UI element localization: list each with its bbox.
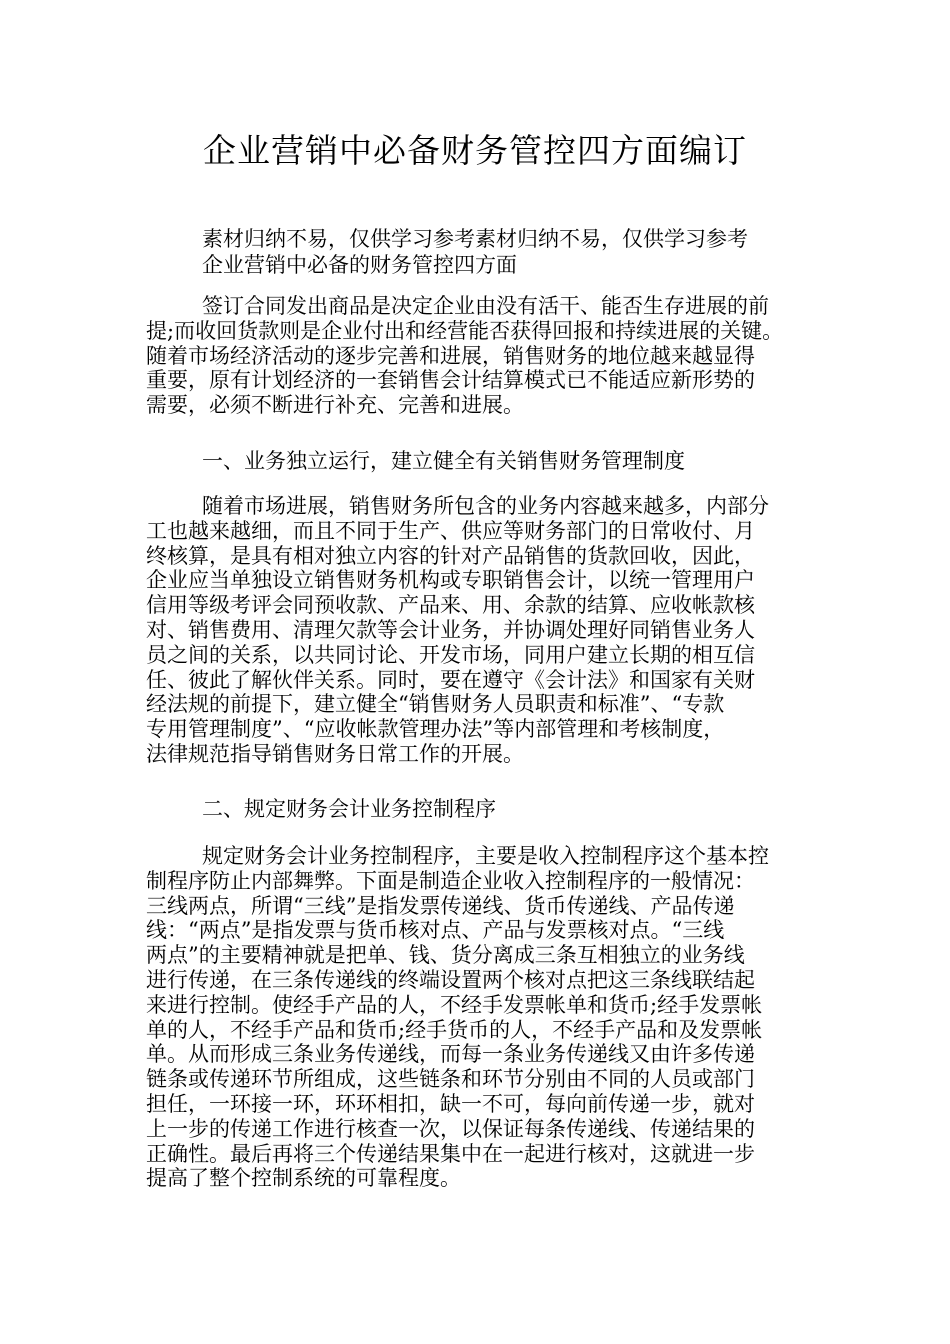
paragraph-line: 随着市场进展，销售财务所包含的业务内容越来越多，内部分 [202, 494, 769, 518]
paragraph-line: 制程序防止内部舞弊。下面是制造企业收入控制程序的一般情况： [146, 868, 755, 893]
paragraph-line: 三线两点，所谓“三线”是指发票传递线、货币传递线、产品传递 [146, 893, 735, 918]
paragraph-line: 担任，一环接一环，环环相扣，缺一不可，每向前传递一步，就对 [146, 1091, 755, 1116]
paragraph-line: 规定财务会计业务控制程序，主要是收入控制程序这个基本控 [202, 844, 769, 868]
paragraph-line: 来进行控制。使经手产品的人，不经手发票帐单和货币;经手发票帐 [146, 992, 763, 1017]
paragraph-line: 单。从而形成三条业务传递线，而每一条业务传递线又由许多传递 [146, 1042, 755, 1067]
paragraph-line: 重要，原有计划经济的一套销售会计结算模式已不能适应新形势的 [146, 368, 755, 393]
source-note [202, 226, 822, 278]
paragraph-line: 进行传递，在三条传递线的终端设置两个核对点把这三条线联结起 [146, 967, 755, 992]
paragraph-line: 专用管理制度”、“应收帐款管理办法”等内部管理和考核制度， [146, 717, 725, 742]
paragraph-line: 任、彼此了解伙伴关系。同时，要在遵守《会计法》和国家有关财 [146, 667, 755, 692]
paragraph-line: 经法规的前提下，建立健全“销售财务人员职责和标准”、“专款 [146, 692, 725, 717]
paragraph-section-1 [146, 494, 810, 767]
paragraph-intro [146, 294, 810, 418]
paragraph-line: 工也越来越细，而且不同于生产、供应等财务部门的日常收付、月 [146, 518, 755, 543]
paragraph-line: 两点”的主要精神就是把单、钱、货分离成三条互相独立的业务线 [146, 943, 745, 968]
paragraph-line: 信用等级考评会同预收款、产品来、用、余款的结算、应收帐款核 [146, 593, 755, 618]
paragraph-line: 法律规范指导销售财务日常工作的开展。 [146, 741, 524, 766]
paragraph-line: 签订合同发出商品是决定企业由没有活干、能否生存进展的前 [202, 294, 769, 318]
paragraph-line: 员之间的关系，以共同讨论、开发市场，同用户建立长期的相互信 [146, 642, 755, 667]
paragraph-line: 对、销售费用、清理欠款等会计业务，并协调处理好同销售业务人 [146, 617, 755, 642]
paragraph-line: 线：“两点”是指发票与货币核对点、产品与发票核对点。“三线 [146, 918, 725, 943]
section-heading-1: 一、业务独立运行，建立健全有关销售财务管理制度 [202, 449, 685, 473]
paragraph-line: 终核算，是具有相对独立内容的针对产品销售的货款回收，因此， [146, 543, 755, 568]
paragraph-line: 需要，必须不断进行补充、完善和进展。 [146, 393, 524, 418]
paragraph-line: 提;而收回货款则是企业付出和经营能否获得回报和持续进展的关键。 [146, 318, 784, 343]
paragraph-line: 单的人，不经手产品和货币;经手货币的人，不经手产品和及发票帐 [146, 1017, 763, 1042]
paragraph-line: 随着市场经济活动的逐步完善和进展，销售财务的地位越来越显得 [146, 343, 755, 368]
paragraph-line: 提高了整个控制系统的可靠程度。 [146, 1166, 461, 1191]
subtitle-line: 企业营销中必备的财务管控四方面 [202, 253, 517, 277]
document-title: 企业营销中必备财务管控四方面编订 [203, 131, 747, 170]
paragraph-line: 正确性。最后再将三个传递结果集中在一起进行核对，这就进一步 [146, 1141, 755, 1166]
section-heading-2: 二、规定财务会计业务控制程序 [202, 797, 496, 821]
source-note-line: 素材归纳不易，仅供学习参考素材归纳不易，仅供学习参考 [202, 227, 748, 251]
paragraph-section-2 [146, 844, 810, 1191]
paragraph-line: 上一步的传递工作进行核查一次，以保证每条传递线、传递结果的 [146, 1116, 755, 1141]
paragraph-line: 链条或传递环节所组成，这些链条和环节分别由不同的人员或部门 [146, 1067, 755, 1092]
paragraph-line: 企业应当单独设立销售财务机构或专职销售会计，以统一管理用户 [146, 568, 755, 593]
